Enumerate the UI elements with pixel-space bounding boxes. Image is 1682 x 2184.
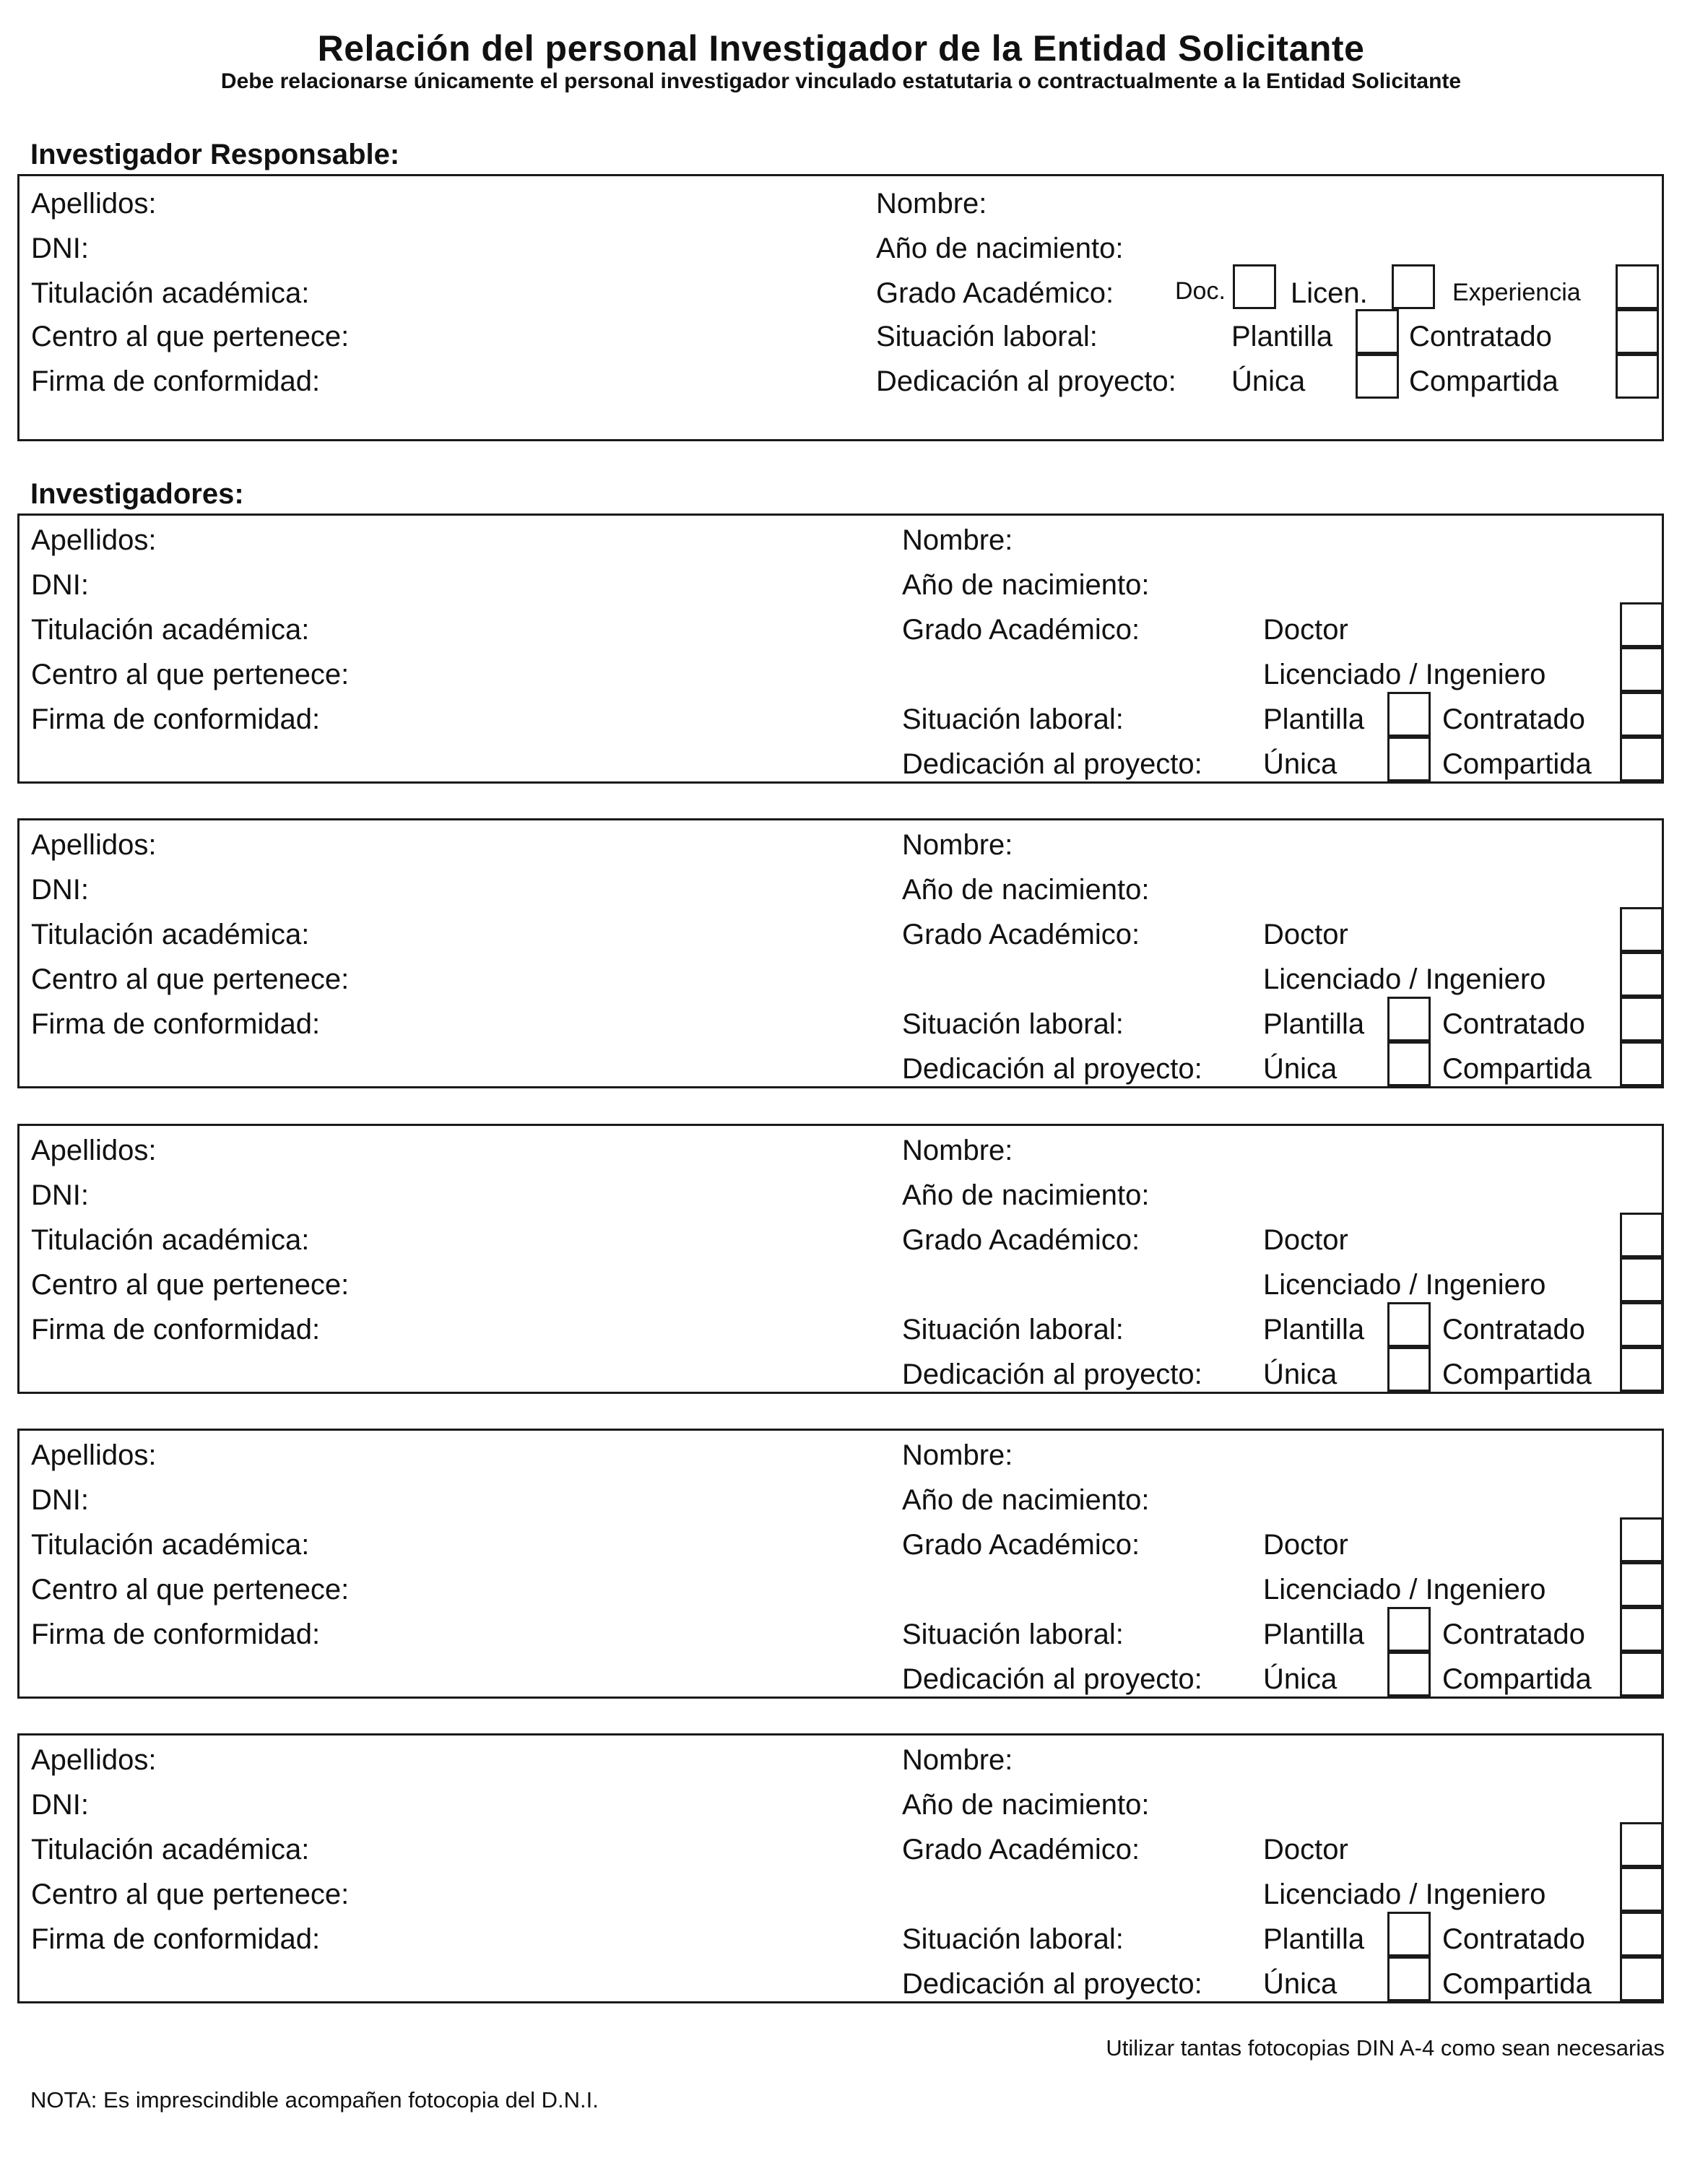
compartida-option-label: Compartida bbox=[1442, 1053, 1592, 1085]
plantilla-checkbox[interactable] bbox=[1387, 997, 1431, 1041]
dedicacion-label: Dedicación al proyecto: bbox=[902, 1358, 1202, 1390]
investigator-box bbox=[17, 1124, 1664, 1394]
grado-academico-label: Grado Académico: bbox=[902, 1834, 1140, 1866]
grado-academico-label: Grado Académico: bbox=[902, 919, 1140, 950]
firma-label: Firma de conformidad: bbox=[31, 1618, 321, 1650]
plantilla-option-label: Plantilla bbox=[1263, 1618, 1365, 1650]
contratado-checkbox[interactable] bbox=[1616, 309, 1659, 354]
contratado-checkbox[interactable] bbox=[1620, 997, 1663, 1041]
grado-academico-label: Grado Académico: bbox=[902, 1224, 1140, 1256]
doctor-checkbox[interactable] bbox=[1620, 602, 1663, 647]
doc-checkbox[interactable] bbox=[1233, 264, 1276, 309]
doctor-option-label: Doctor bbox=[1263, 1224, 1348, 1256]
compartida-option-label: Compartida bbox=[1409, 365, 1559, 397]
unica-option-label: Única bbox=[1263, 748, 1338, 780]
centro-label: Centro al que pertenece: bbox=[31, 321, 350, 352]
investigators-heading: Investigadores: bbox=[30, 478, 244, 510]
investigator-box bbox=[17, 818, 1664, 1088]
ano-nacimiento-label: Año de nacimiento: bbox=[902, 1179, 1150, 1211]
doctor-checkbox[interactable] bbox=[1620, 1822, 1663, 1867]
compartida-option-label: Compartida bbox=[1442, 1968, 1592, 2000]
apellidos-label: Apellidos: bbox=[31, 1439, 157, 1471]
plantilla-option-label: Plantilla bbox=[1263, 1008, 1365, 1040]
unica-option-label: Única bbox=[1263, 1358, 1338, 1390]
plantilla-option-label: Plantilla bbox=[1263, 1314, 1365, 1346]
doc-option-label: Doc. bbox=[1175, 277, 1226, 305]
compartida-checkbox[interactable] bbox=[1620, 1652, 1663, 1696]
dedicacion-label: Dedicación al proyecto: bbox=[902, 1053, 1202, 1085]
titulacion-label: Titulación académica: bbox=[31, 277, 310, 309]
licenciado-checkbox[interactable] bbox=[1620, 1867, 1663, 1912]
investigator-box bbox=[17, 1429, 1664, 1699]
nombre-label: Nombre: bbox=[902, 1439, 1013, 1471]
contratado-option-label: Contratado bbox=[1409, 321, 1552, 352]
experiencia-checkbox[interactable] bbox=[1616, 264, 1659, 309]
compartida-option-label: Compartida bbox=[1442, 1663, 1592, 1695]
centro-label: Centro al que pertenece: bbox=[31, 1878, 350, 1910]
dedicacion-label: Dedicación al proyecto: bbox=[902, 1663, 1202, 1695]
firma-label: Firma de conformidad: bbox=[31, 703, 321, 735]
ano-nacimiento-label: Año de nacimiento: bbox=[902, 874, 1150, 906]
doctor-checkbox[interactable] bbox=[1620, 907, 1663, 952]
nombre-label: Nombre: bbox=[902, 524, 1013, 556]
nombre-label: Nombre: bbox=[902, 1135, 1013, 1166]
plantilla-checkbox[interactable] bbox=[1387, 1912, 1431, 1956]
dedicacion-label: Dedicación al proyecto: bbox=[876, 365, 1176, 397]
centro-label: Centro al que pertenece: bbox=[31, 1269, 350, 1301]
ano-nacimiento-label: Año de nacimiento: bbox=[902, 1484, 1150, 1516]
dni-label: DNI: bbox=[31, 874, 89, 906]
titulacion-label: Titulación académica: bbox=[31, 919, 310, 950]
dedicacion-label: Dedicación al proyecto: bbox=[902, 748, 1202, 780]
nombre-label: Nombre: bbox=[876, 188, 987, 220]
compartida-checkbox[interactable] bbox=[1620, 737, 1663, 781]
licenciado-option-label: Licenciado / Ingeniero bbox=[1263, 659, 1546, 690]
situacion-laboral-label: Situación laboral: bbox=[902, 1618, 1124, 1650]
apellidos-label: Apellidos: bbox=[31, 1744, 157, 1776]
experiencia-option-label: Experiencia bbox=[1452, 279, 1581, 306]
plantilla-option-label: Plantilla bbox=[1263, 1923, 1365, 1955]
licenciado-option-label: Licenciado / Ingeniero bbox=[1263, 1269, 1546, 1301]
unica-checkbox[interactable] bbox=[1387, 1041, 1431, 1086]
grado-academico-label: Grado Académico: bbox=[902, 1529, 1140, 1561]
responsible-heading: Investigador Responsable: bbox=[30, 139, 400, 170]
firma-label: Firma de conformidad: bbox=[31, 1008, 321, 1040]
dni-label: DNI: bbox=[31, 1789, 89, 1821]
nombre-label: Nombre: bbox=[902, 829, 1013, 861]
apellidos-label: Apellidos: bbox=[31, 188, 157, 220]
investigator-box bbox=[17, 514, 1664, 784]
unica-option-label: Única bbox=[1231, 365, 1306, 397]
doctor-checkbox[interactable] bbox=[1620, 1517, 1663, 1562]
plantilla-checkbox[interactable] bbox=[1387, 1607, 1431, 1652]
dedicacion-label: Dedicación al proyecto: bbox=[902, 1968, 1202, 2000]
situacion-laboral-label: Situación laboral: bbox=[876, 321, 1098, 352]
unica-option-label: Única bbox=[1263, 1968, 1338, 2000]
page-subtitle: Debe relacionarse únicamente el personal investigador vinculado estatutaria o contractualmente a la Entidad Solicitante bbox=[220, 69, 1462, 93]
licenciado-option-label: Licenciado / Ingeniero bbox=[1263, 1878, 1546, 1910]
licenciado-option-label: Licenciado / Ingeniero bbox=[1263, 1574, 1546, 1606]
unica-checkbox[interactable] bbox=[1387, 1956, 1431, 2001]
contratado-option-label: Contratado bbox=[1442, 1923, 1585, 1955]
ano-nacimiento-label: Año de nacimiento: bbox=[902, 1789, 1150, 1821]
contratado-option-label: Contratado bbox=[1442, 703, 1585, 735]
apellidos-label: Apellidos: bbox=[31, 829, 157, 861]
grado-academico-label: Grado Académico: bbox=[902, 614, 1140, 646]
dni-label: DNI: bbox=[31, 233, 89, 264]
ano-nacimiento-label: Año de nacimiento: bbox=[902, 569, 1150, 601]
dni-label: DNI: bbox=[31, 1179, 89, 1211]
ano-nacimiento-label: Año de nacimiento: bbox=[876, 233, 1124, 264]
dni-label: DNI: bbox=[31, 1484, 89, 1516]
contratado-checkbox[interactable] bbox=[1620, 1607, 1663, 1652]
unica-option-label: Única bbox=[1263, 1053, 1338, 1085]
compartida-checkbox[interactable] bbox=[1620, 1347, 1663, 1392]
firma-label: Firma de conformidad: bbox=[31, 1314, 321, 1346]
plantilla-option-label: Plantilla bbox=[1231, 321, 1333, 352]
doctor-option-label: Doctor bbox=[1263, 614, 1348, 646]
situacion-laboral-label: Situación laboral: bbox=[902, 1314, 1124, 1346]
grado-academico-label: Grado Académico: bbox=[876, 277, 1114, 309]
compartida-option-label: Compartida bbox=[1442, 748, 1592, 780]
firma-label: Firma de conformidad: bbox=[31, 1923, 321, 1955]
titulacion-label: Titulación académica: bbox=[31, 614, 310, 646]
compartida-checkbox[interactable] bbox=[1620, 1041, 1663, 1086]
responsible-box bbox=[17, 174, 1664, 441]
plantilla-option-label: Plantilla bbox=[1263, 703, 1365, 735]
licenciado-option-label: Licenciado / Ingeniero bbox=[1263, 963, 1546, 995]
titulacion-label: Titulación académica: bbox=[31, 1529, 310, 1561]
page-title: Relación del personal Investigador de la Entidad Solicitante bbox=[317, 28, 1365, 69]
compartida-option-label: Compartida bbox=[1442, 1358, 1592, 1390]
licenciado-checkbox[interactable] bbox=[1620, 647, 1663, 692]
licen-checkbox[interactable] bbox=[1392, 264, 1435, 309]
unica-checkbox[interactable] bbox=[1387, 1652, 1431, 1696]
dni-label: DNI: bbox=[31, 569, 89, 601]
plantilla-checkbox[interactable] bbox=[1356, 309, 1399, 354]
titulacion-label: Titulación académica: bbox=[31, 1834, 310, 1866]
centro-label: Centro al que pertenece: bbox=[31, 963, 350, 995]
doctor-checkbox[interactable] bbox=[1620, 1213, 1663, 1257]
nota-dni: NOTA: Es imprescindible acompañen fotocopia del D.N.I. bbox=[30, 2087, 599, 2112]
firma-label: Firma de conformidad: bbox=[31, 365, 321, 397]
licen-option-label: Licen. bbox=[1291, 277, 1368, 309]
investigator-box bbox=[17, 1733, 1664, 2003]
contratado-option-label: Contratado bbox=[1442, 1618, 1585, 1650]
compartida-checkbox[interactable] bbox=[1620, 1956, 1663, 2001]
plantilla-checkbox[interactable] bbox=[1387, 692, 1431, 737]
situacion-laboral-label: Situación laboral: bbox=[902, 1008, 1124, 1040]
unica-option-label: Única bbox=[1263, 1663, 1338, 1695]
unica-checkbox[interactable] bbox=[1387, 737, 1431, 781]
titulacion-label: Titulación académica: bbox=[31, 1224, 310, 1256]
licenciado-checkbox[interactable] bbox=[1620, 1257, 1663, 1302]
contratado-checkbox[interactable] bbox=[1620, 1302, 1663, 1347]
doctor-option-label: Doctor bbox=[1263, 1834, 1348, 1866]
doctor-option-label: Doctor bbox=[1263, 919, 1348, 950]
contratado-checkbox[interactable] bbox=[1620, 692, 1663, 737]
contratado-checkbox[interactable] bbox=[1620, 1912, 1663, 1956]
licenciado-checkbox[interactable] bbox=[1620, 1562, 1663, 1607]
licenciado-checkbox[interactable] bbox=[1620, 952, 1663, 997]
centro-label: Centro al que pertenece: bbox=[31, 1574, 350, 1606]
apellidos-label: Apellidos: bbox=[31, 524, 157, 556]
nombre-label: Nombre: bbox=[902, 1744, 1013, 1776]
compartida-checkbox[interactable] bbox=[1616, 354, 1659, 399]
centro-label: Centro al que pertenece: bbox=[31, 659, 350, 690]
apellidos-label: Apellidos: bbox=[31, 1135, 157, 1166]
situacion-laboral-label: Situación laboral: bbox=[902, 1923, 1124, 1955]
copies-note: Utilizar tantas fotocopias DIN A-4 como sean necesarias bbox=[1106, 2035, 1665, 2060]
contratado-option-label: Contratado bbox=[1442, 1314, 1585, 1346]
doctor-option-label: Doctor bbox=[1263, 1529, 1348, 1561]
plantilla-checkbox[interactable] bbox=[1387, 1302, 1431, 1347]
situacion-laboral-label: Situación laboral: bbox=[902, 703, 1124, 735]
unica-checkbox[interactable] bbox=[1387, 1347, 1431, 1392]
unica-checkbox[interactable] bbox=[1356, 354, 1399, 399]
contratado-option-label: Contratado bbox=[1442, 1008, 1585, 1040]
